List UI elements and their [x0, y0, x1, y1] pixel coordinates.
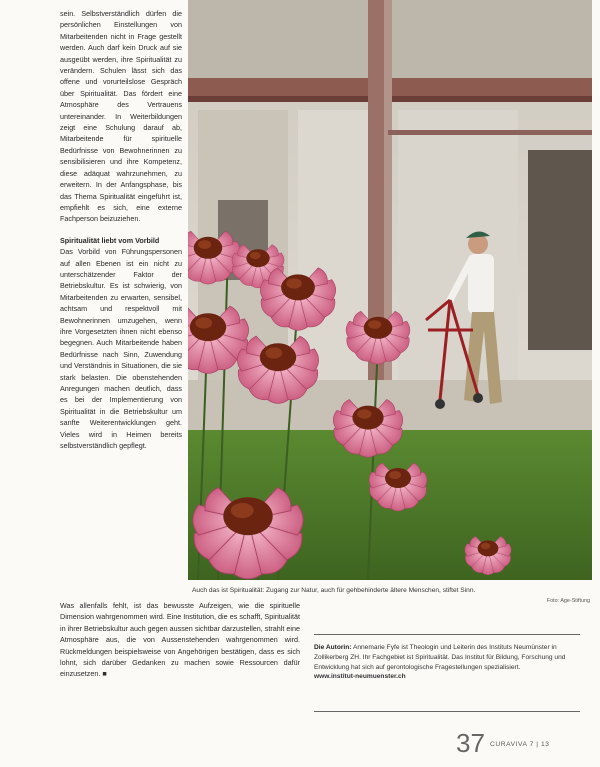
subheading: Spiritualität liebt vom Vorbild [60, 235, 160, 245]
photo-credit: Foto: Age-Stiftung [546, 598, 590, 604]
article-column-narrow [60, 8, 182, 451]
photo-caption: Auch das ist Spiritualität: Zugang zur Natur, auch für gehbehinderte ältere Menschen, stiftet Sinn. [192, 587, 476, 594]
body-paragraph: sein. Selbstverständlich dürfen die persönlichen Einstellungen von Mitarbeitenden nicht in Frage gestellt werden. Auch darf kein Druck auf sie ausgeübt werden, ihre Spiritualität zu verändern. Schulen lässt sich das offene und vorurteilslose Gespräch über Spiritualität. Das fördert eine Atmosphäre des Vertrauens untereinander. In Weiterbildungen zeigt eine Schulung darauf ab, Mitarbeitende für spirituelle Bedürfnisse von Bewohnerinnen zu sensibilisieren und ihre Kompetenz, diese adäquat wahrzunehmen, zu erweitern. In der Anfangsphase, bis das Thema Spiritualität eingeführt ist, empfiehlt es sich, eine externe Fachperson beizuziehen. [60, 9, 182, 224]
author-url[interactable]: www.institut-neumuenster.ch [314, 673, 406, 681]
magazine-issue: CURAVIVA 7 | 13 [490, 741, 550, 748]
author-label: Die Autorin: [314, 644, 352, 651]
author-box [314, 643, 584, 682]
author-text: Annemarie Fyfe ist Theologin und Leiterin des Instituts Neumünster in Zollikerberg ZH. Ihr Fachgebiet ist Spiritualität. Das Institut für Bildung, Forschung und Entwicklung hat sich auf gerontologische Fragestellungen spezialisiert. [314, 644, 566, 671]
page-number: 37 [456, 728, 485, 758]
body-paragraph: Was allenfalls fehlt, ist das bewusste Aufzeigen, wie die spirituelle Dimension wahrgenommen wird. Eine Institution, die es schafft, Spiritualität in ihrer Betriebskultur auch gegen aussen sichtbar darzustellen, strahlt eine Atmosphäre aus, die von Aussenstehenden wahrgenommen wird. Rückmeldungen beispielsweise von Angehörigen bestätigen, dass es sich lohnt, sich darüber Gedanken zu machen sowie Ressourcen dafür einzusetzen. ■ [60, 601, 300, 679]
article-column-wide [60, 600, 300, 680]
article-photo [188, 0, 592, 580]
body-paragraph: Das Vorbild von Führungspersonen auf allen Ebenen ist ein nicht zu unterschätzender Faktor der Betriebskultur. Es ist schwierig, von Mitarbeitenden zu erwarten, sensibel, achtsam und respektvoll mit Bewohnerinnen umzugehen, wenn ihre Vorgesetzten ihnen nicht ebenso begegnen. Auch Mitarbeitende haben Bedürfnisse nach Sinn, Zuwendung und Verständnis in Situationen, die sie stark belasten. Die obenstehenden Anregungen machen deutlich, dass es bei der Implementierung von Spiritualität in die Betriebskultur um sanfte Weiterentwicklungen geht. Vieles wird in Heimen bereits selbstverständlich gepflegt. [60, 247, 182, 451]
divider [314, 711, 580, 712]
divider [314, 634, 580, 635]
photo-illustration [188, 0, 592, 580]
